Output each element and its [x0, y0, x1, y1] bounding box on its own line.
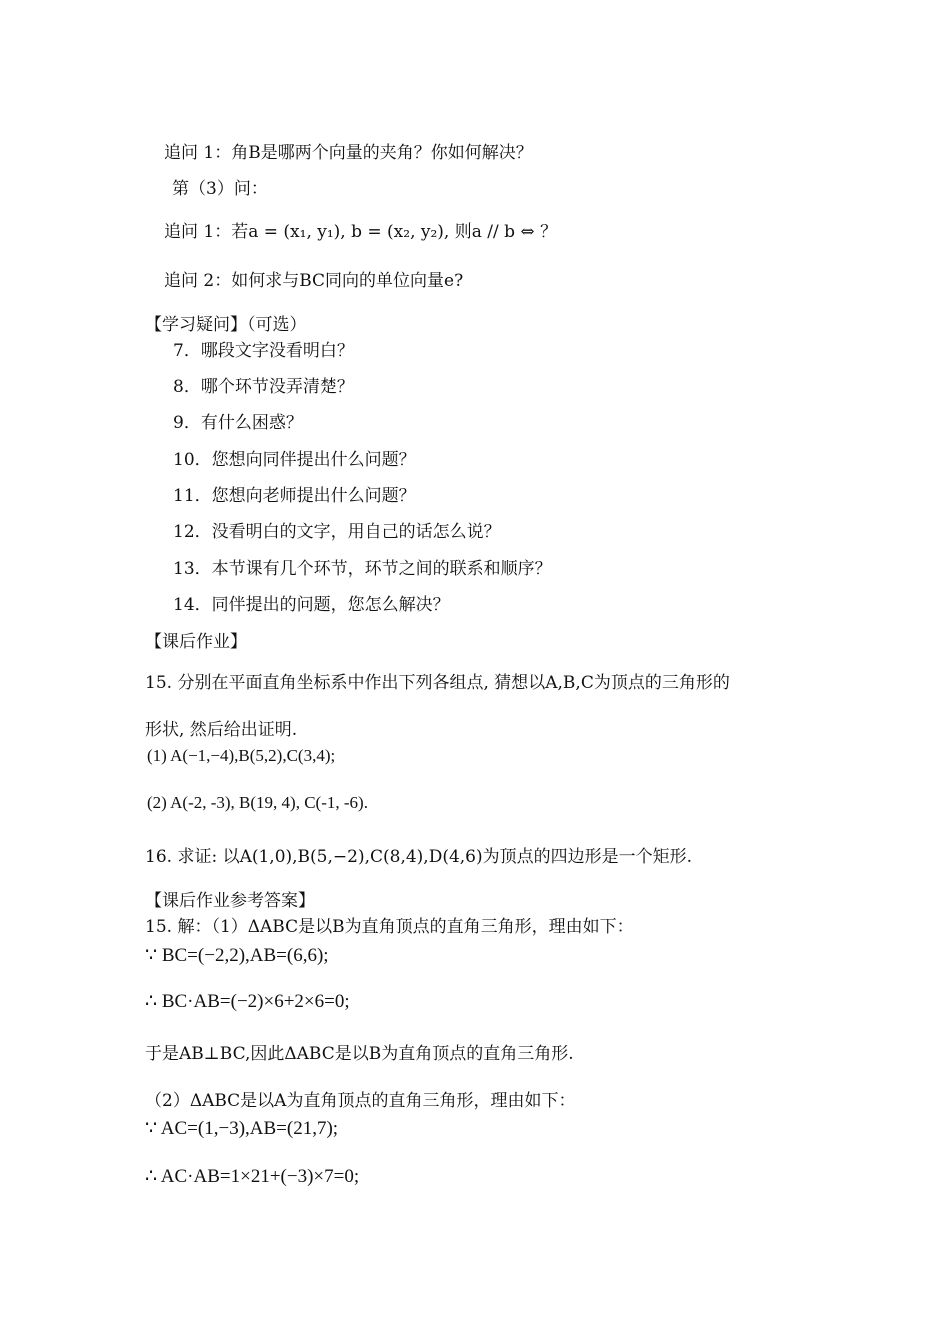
study-question-11: 11．您想向老师提出什么问题？ — [173, 486, 416, 506]
question-unit-vector: 追问 2：如何求与BC同向的单位向量e? — [164, 271, 464, 291]
study-question-10: 10．您想向同伴提出什么问题？ — [173, 450, 416, 470]
study-question-12: 12．没看明白的文字，用自己的话怎么说？ — [173, 522, 501, 542]
answer-15-1-conclusion: 于是AB⊥BC,因此ΔABC是以B为直角顶点的直角三角形. — [145, 1044, 574, 1064]
exercise-15-item-1: (1) A(−1,−4),B(5,2),C(3,4); — [147, 746, 336, 765]
study-question-13: 13．本节课有几个环节，环节之间的联系和顺序？ — [173, 559, 552, 579]
answer-15-1-dot-product: ∴ BC·AB=(−2)×6+2×6=0; — [145, 991, 350, 1012]
answer-15-1: 15. 解：（1）ΔABC是以B为直角顶点的直角三角形，理由如下： — [145, 917, 634, 937]
part-3-heading: 第（3）问： — [172, 179, 268, 199]
answer-15-2: （2）ΔABC是以A为直角顶点的直角三角形，理由如下： — [145, 1091, 576, 1111]
answers-heading: 【课后作业参考答案】 — [145, 891, 315, 911]
question-parallel: 追问 1：若a = (x₁, y₁), b = (x₂, y₂), 则a // b ⇔ ？ — [164, 222, 558, 242]
exercise-15: 15. 分别在平面直角坐标系中作出下列各组点, 猜想以A,B,C为顶点的三角形的 — [145, 673, 730, 693]
answer-15-1-since — [145, 945, 329, 967]
exercise-15-item-2: (2) A(-2, -3), B(19, 4), C(-1, -6). — [147, 793, 368, 812]
exercise-15-cont: 形状, 然后给出证明. — [145, 720, 298, 740]
study-question-9: 9．有什么困惑？ — [173, 413, 303, 433]
study-questions-heading: 【学习疑问】（可选） — [145, 315, 307, 335]
question-1: 追问 1：角B是哪两个向量的夹角？你如何解决？ — [164, 143, 533, 163]
study-question-8: 8．哪个环节没弄清楚？ — [173, 377, 354, 397]
study-question-7: 7．哪段文字没看明白？ — [173, 341, 354, 361]
exercise-16: 16. 求证: 以A(1,0),B(5,−2),C(8,4),D(4,6)为顶点的四边形是一个矩形. — [145, 847, 693, 867]
answer-15-2-since: ∵ AC=(1,−3),AB=(21,7); — [145, 1118, 339, 1139]
homework-heading: 【课后作业】 — [145, 632, 247, 652]
study-question-14: 14．同伴提出的问题，您怎么解决？ — [173, 595, 450, 615]
answer-15-1-since-text: ∵ BC=(−2,2),AB=(6,6); — [145, 945, 329, 966]
answer-15-2-dot-product: ∴ AC·AB=1×21+(−3)×7=0; — [145, 1166, 360, 1187]
